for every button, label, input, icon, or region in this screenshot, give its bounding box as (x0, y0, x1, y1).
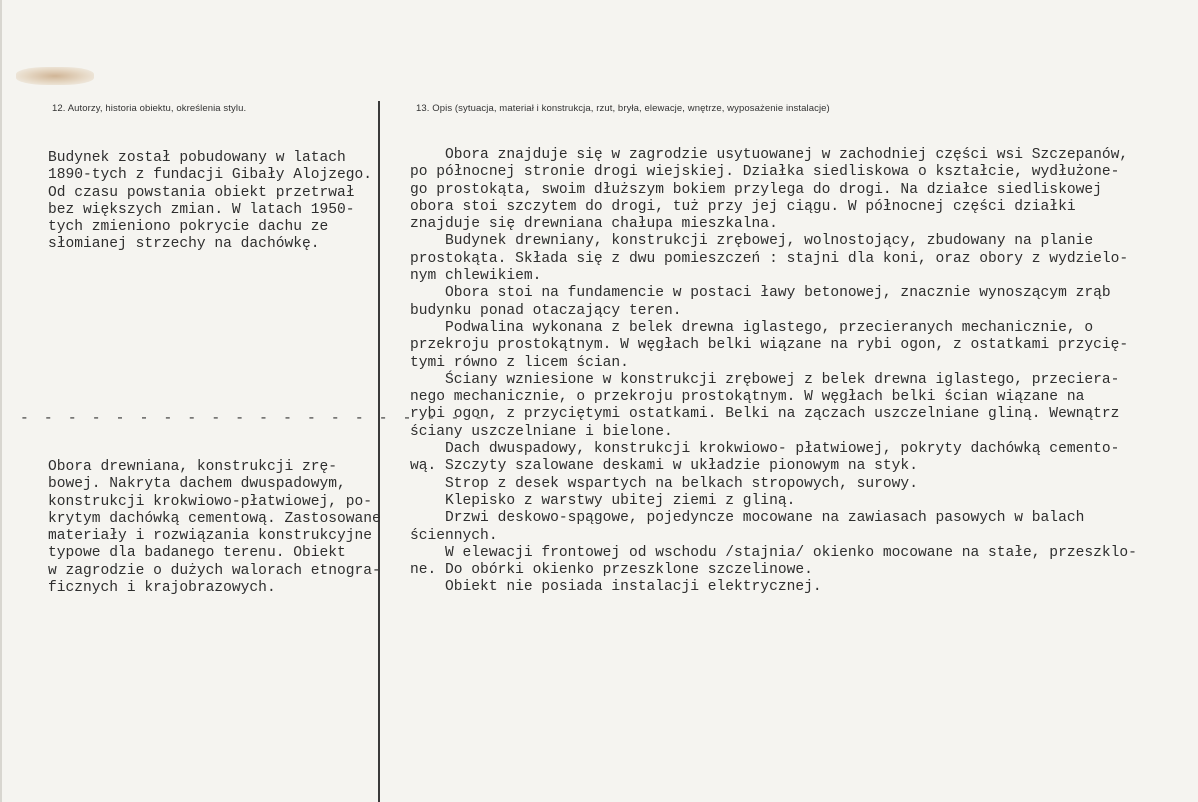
history-text: Budynek został pobudowany w latach 1890-tych z fundacji Gibały Alojzego. Od czasu powstania obiekt przetrwał bez większych zmian. W latach 1950- tych zmieniono pokrycie dachu ze słomianej strzechy na dachówkę. (48, 150, 373, 253)
section-separator: - - - - - - - - - - - - - - - - - - - - (20, 411, 487, 427)
section-12-header: 12. Autorzy, historia obiektu, określenia stylu. (52, 103, 247, 114)
column-divider (378, 101, 380, 802)
description-text: Obora znajduje się w zagrodzie usytuowanej w zachodniej części wsi Szczepanów, po północnej stronie drogi wiejskiej. Działka siedliskowa o kształcie, wydłużone- go prostokąta, swoim dłuższym bokiem przylega do drogi. Na działce siedliskowej obora stoi szczytem do drogi, tuż przy jej ciągu. W północnej części działki znajduje się drewniana chałupa mieszkalna. Budynek drewniany, konstrukcji zrębowej, wolnostojący, zbudowany na planie prostokąta. Składa się z dwu pomieszczeń : stajni dla koni, oraz obory z wydzielo- nym chlewikiem. Obora stoi na fundamencie w postaci ławy betonowej, znacznie wynoszącym zrąb budynku ponad otaczający teren. Podwalina wykonana z belek drewna iglastego, przecieranych mechanicznie, o przekroju prostokątnym. W węgłach belki wiązane na rybi ogon, z ostatkami przycię- tymi równo z licem ścian. Ściany wzniesione w konstrukcji zrębowej z belek drewna iglastego, przeciera- nego mechanicznie, o przekroju prostokątnym. W węgłach belki ścian wiązane na rybi ogon, z przyciętymi ostatkami. Belki na zączach uszczelniane gliną. Wewnątrz ściany uszczelniane i bielone. Dach dwuspadowy, konstrukcji krokwiowo- płatwiowej, pokryty dachówką cemento- wą. Szczyty szalowane deskami w układzie pionowym na styk. Strop z desek wspartych na belkach stropowych, surowy. Klepisko z warstwy ubitej ziemi z gliną. Drzwi deskowo-spągowe, pojedyncze mocowane na zawiasach pasowych w balach ściennych. W elewacji frontowej od wschodu /stajnia/ okienko mocowane na stałe, przeszklo- ne. Do obórki okienko przeszklone szczelinowe. Obiekt nie posiada instalacji elektrycznej. (410, 147, 1137, 596)
style-text: Obora drewniana, konstrukcji zrę- bowej. Nakryta dachem dwuspadowym, konstrukcji krokwiowo-płatwiowej, po- krytym dachówką cementową. Zastosowane materiały i rozwiązania konstrukcyjne typowe dla badanego terenu. Obiekt w zagrodzie o dużych walorach etnogra- ficznych i krajobrazowych. (48, 459, 381, 597)
section-13-header: 13. Opis (sytuacja, materiał i konstrukcja, rzut, bryła, elewacje, wnętrze, wyposażenie instalacje) (416, 103, 830, 114)
paper-stain (16, 67, 94, 85)
